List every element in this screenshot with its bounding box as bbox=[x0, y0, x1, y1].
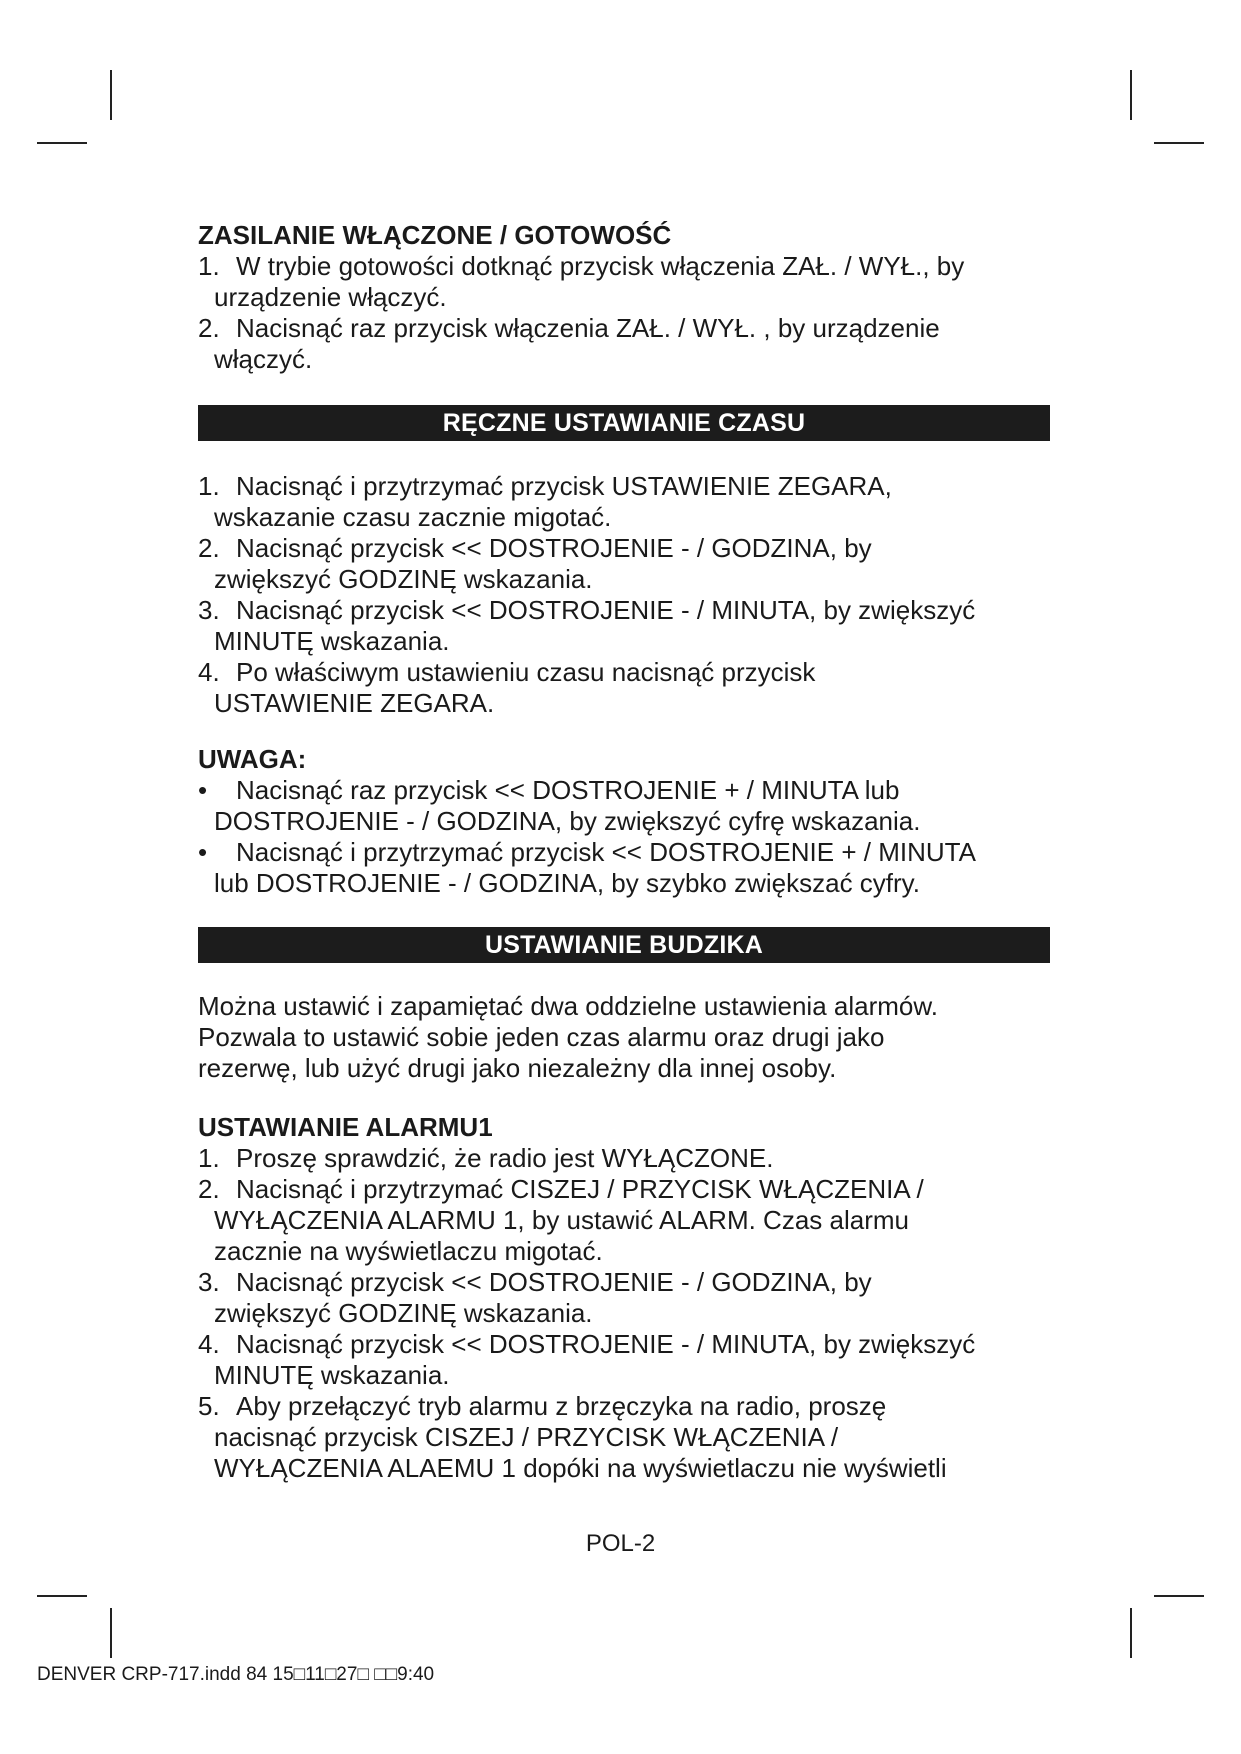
step-number: 1. bbox=[198, 251, 220, 281]
step-text-line3: WYŁĄCZENIA ALAEMU 1 dopóki na wyświetlaczu nie wyświetli bbox=[214, 1453, 947, 1483]
step-text-line2: urządzenie włączyć. bbox=[214, 282, 447, 312]
step-text-line1: Po właściwym ustawieniu czasu nacisnąć przycisk bbox=[236, 657, 816, 687]
crop-mark-bottom-left-horizontal bbox=[37, 1595, 87, 1597]
time-step-1 bbox=[198, 471, 1050, 533]
alarm1-step-5 bbox=[198, 1391, 1050, 1484]
note-heading: UWAGA: bbox=[198, 744, 307, 774]
step-text-line2: zwiększyć GODZINĘ wskazania. bbox=[214, 564, 593, 594]
step-number: 3. bbox=[198, 1267, 220, 1297]
step-text-line3: zacznie na wyświetlaczu migotać. bbox=[214, 1236, 603, 1266]
bullet-text-line2: DOSTROJENIE - / GODZINA, by zwiększyć cyfrę wskazania. bbox=[214, 806, 921, 836]
step-text-line1: W trybie gotowości dotknąć przycisk włączenia ZAŁ. / WYŁ., by bbox=[236, 251, 965, 281]
alarm1-heading: USTAWIANIE ALARMU1 bbox=[198, 1112, 493, 1142]
step-number: 2. bbox=[198, 533, 220, 563]
alarm1-step-1 bbox=[198, 1143, 1050, 1174]
step-text-line1: Nacisnąć przycisk << DOSTROJENIE - / MINUTA, by zwiększyć bbox=[236, 595, 976, 625]
step-text-line1: Nacisnąć przycisk << DOSTROJENIE - / MINUTA, by zwiększyć bbox=[236, 1329, 976, 1359]
alarm-intro-line-3: rezerwę, lub użyć drugi jako niezależny dla innej osoby. bbox=[198, 1053, 837, 1083]
step-number: 1. bbox=[198, 1143, 220, 1173]
time-step-2 bbox=[198, 533, 1050, 595]
step-number: 4. bbox=[198, 657, 220, 687]
crop-mark-bottom-left-vertical bbox=[110, 1608, 112, 1658]
page-number: POL-2 bbox=[585, 1530, 656, 1557]
step-text-line1: Nacisnąć i przytrzymać CISZEJ / PRZYCISK WŁĄCZENIA / bbox=[236, 1174, 924, 1204]
power-section-heading: ZASILANIE WŁĄCZONE / GOTOWOŚĆ bbox=[198, 220, 672, 250]
note-bullet-1 bbox=[198, 775, 1050, 837]
step-number: 1. bbox=[198, 471, 220, 501]
time-step-3 bbox=[198, 595, 1050, 657]
bullet-text-line1: Nacisnąć raz przycisk << DOSTROJENIE + / MINUTA lub bbox=[236, 775, 900, 805]
crop-mark-bottom-right-horizontal bbox=[1154, 1595, 1204, 1597]
alarm1-step-3 bbox=[198, 1267, 1050, 1329]
step-text-line2: WYŁĄCZENIA ALARMU 1, by ustawić ALARM. Czas alarmu bbox=[214, 1205, 909, 1235]
step-text-line1: Nacisnąć i przytrzymać przycisk USTAWIENIE ZEGARA, bbox=[236, 471, 892, 501]
step-number: 3. bbox=[198, 595, 220, 625]
bullet-text-line1: Nacisnąć i przytrzymać przycisk << DOSTROJENIE + / MINUTA bbox=[236, 837, 976, 867]
crop-mark-bottom-right-vertical bbox=[1130, 1608, 1132, 1658]
time-section-banner: RĘCZNE USTAWIANIE CZASU bbox=[198, 405, 1050, 441]
print-slug: DENVER CRP-717.indd 84 15□11□27□ □□9:40 bbox=[37, 1664, 435, 1685]
step-text-line2: nacisnąć przycisk CISZEJ / PRZYCISK WŁĄCZENIA / bbox=[214, 1422, 839, 1452]
step-text-line1: Nacisnąć przycisk << DOSTROJENIE - / GODZINA, by bbox=[236, 533, 872, 563]
power-step-2 bbox=[198, 313, 1050, 375]
note-bullet-2 bbox=[198, 837, 1050, 899]
alarm-intro-line-2: Pozwala to ustawić sobie jeden czas alarmu oraz drugi jako bbox=[198, 1022, 885, 1052]
step-text-line1: Nacisnąć przycisk << DOSTROJENIE - / GODZINA, by bbox=[236, 1267, 872, 1297]
alarm1-step-2 bbox=[198, 1174, 1050, 1267]
time-step-4 bbox=[198, 657, 1050, 719]
step-text-line2: zwiększyć GODZINĘ wskazania. bbox=[214, 1298, 593, 1328]
step-text-line2: MINUTĘ wskazania. bbox=[214, 626, 450, 656]
bullet: • bbox=[198, 775, 208, 805]
crop-mark-top-right-horizontal bbox=[1154, 142, 1204, 144]
step-text-line2: MINUTĘ wskazania. bbox=[214, 1360, 450, 1390]
step-text-line2: wskazanie czasu zacznie migotać. bbox=[214, 502, 612, 532]
crop-mark-top-left-vertical bbox=[110, 70, 112, 120]
step-number: 5. bbox=[198, 1391, 220, 1421]
alarm-section-banner: USTAWIANIE BUDZIKA bbox=[198, 927, 1050, 963]
step-text-line2: USTAWIENIE ZEGARA. bbox=[214, 688, 495, 718]
step-text-line1: Nacisnąć raz przycisk włączenia ZAŁ. / WYŁ. , by urządzenie bbox=[236, 313, 940, 343]
bullet: • bbox=[198, 837, 208, 867]
crop-mark-top-left-horizontal bbox=[37, 142, 87, 144]
alarm-intro-line-1: Można ustawić i zapamiętać dwa oddzielne ustawienia alarmów. bbox=[198, 991, 938, 1021]
step-number: 4. bbox=[198, 1329, 220, 1359]
alarm1-step-4 bbox=[198, 1329, 1050, 1391]
step-number: 2. bbox=[198, 313, 220, 343]
power-step-1 bbox=[198, 251, 1050, 313]
bullet-text-line2: lub DOSTROJENIE - / GODZINA, by szybko zwiększać cyfry. bbox=[214, 868, 920, 898]
step-number: 2. bbox=[198, 1174, 220, 1204]
crop-mark-top-right-vertical bbox=[1130, 70, 1132, 120]
step-text-line1: Aby przełączyć tryb alarmu z brzęczyka na radio, proszę bbox=[236, 1391, 887, 1421]
step-text-line1: Proszę sprawdzić, że radio jest WYŁĄCZONE. bbox=[236, 1143, 774, 1173]
page-content bbox=[198, 220, 1050, 1484]
step-text-line2: włączyć. bbox=[214, 344, 313, 374]
